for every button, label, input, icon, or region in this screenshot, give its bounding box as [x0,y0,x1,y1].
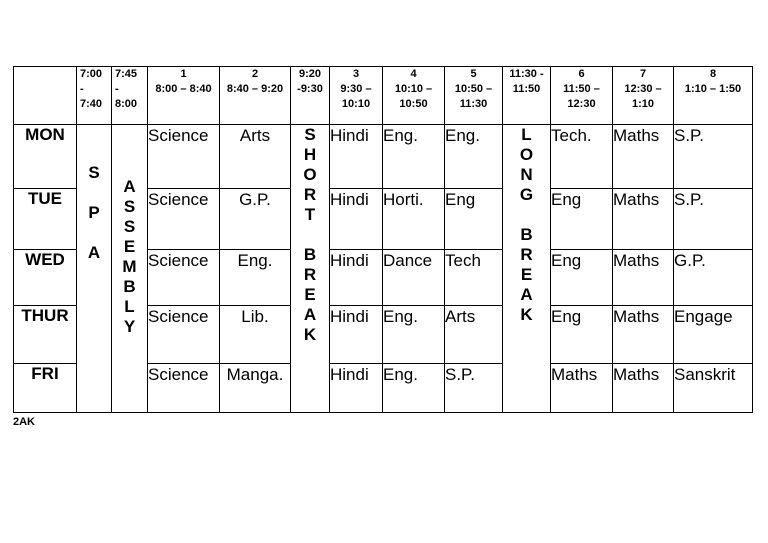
header-period-4: 4 10:10 – 10:50 [383,67,445,125]
cell: Eng. [220,250,291,306]
cell: Eng. [383,306,445,364]
day-label: MON [14,125,77,189]
spa-column [77,125,112,413]
cell: Hindi [330,250,383,306]
day-label: FRI [14,364,77,413]
cell: S.P. [674,125,753,189]
day-label: WED [14,250,77,306]
cell: Science [148,250,220,306]
cell: Tech. [551,125,613,189]
cell: G.P. [220,189,291,250]
header-period-8: 8 1:10 – 1:50 [674,67,753,125]
cell: Maths [613,125,674,189]
timetable [13,66,753,413]
cell: Maths [613,306,674,364]
cell: Manga. [220,364,291,413]
header-period-7: 7 12:30 – 1:10 [613,67,674,125]
header-period-3: 3 9:30 – 10:10 [330,67,383,125]
cell: Eng. [383,125,445,189]
day-label: THUR [14,306,77,364]
cell: S.P. [674,189,753,250]
footer-code: 2AK [13,416,36,428]
header-period-1: 1 8:00 – 8:40 [148,67,220,125]
cell: G.P. [674,250,753,306]
header-short-break-time: 9:20 -9:30 [291,67,330,125]
cell: Horti. [383,189,445,250]
cell: Maths [613,250,674,306]
header-period-6: 6 11:50 – 12:30 [551,67,613,125]
cell: Lib. [220,306,291,364]
cell: Science [148,125,220,189]
cell: Science [148,364,220,413]
cell: Arts [220,125,291,189]
table-row [14,125,753,189]
header-spa-time: 7:00 - 7:40 [77,67,112,125]
cell: Arts [445,306,503,364]
cell: Eng. [445,125,503,189]
cell: Hindi [330,364,383,413]
cell: Maths [551,364,613,413]
cell: Hindi [330,125,383,189]
cell: Eng [551,250,613,306]
assembly-label: A S S E M B L Y [122,177,137,336]
day-label: TUE [14,189,77,250]
header-corner [14,67,77,125]
cell: Engage [674,306,753,364]
cell: S.P. [445,364,503,413]
long-break-column [503,125,551,413]
header-period-2: 2 8:40 – 9:20 [220,67,291,125]
assembly-column [112,125,148,413]
cell: Eng [551,306,613,364]
header-row [14,67,753,125]
header-period-5: 5 10:50 – 11:30 [445,67,503,125]
cell: Science [148,306,220,364]
short-break-column [291,125,330,413]
short-break-label: S H O R T B R E A K [303,125,317,344]
cell: Hindi [330,306,383,364]
cell: Eng. [383,364,445,413]
cell: Hindi [330,189,383,250]
header-assembly-time: 7:45 - 8:00 [112,67,148,125]
header-long-break-time: 11:30 - 11:50 [503,67,551,125]
cell: Eng [445,189,503,250]
cell: Maths [613,189,674,250]
cell: Eng [551,189,613,250]
cell: Sanskrit [674,364,753,413]
cell: Science [148,189,220,250]
long-break-label: L O N G B R E A K [519,125,534,324]
cell: Tech [445,250,503,306]
cell: Dance [383,250,445,306]
cell: Maths [613,364,674,413]
spa-label: S P A [87,163,101,262]
